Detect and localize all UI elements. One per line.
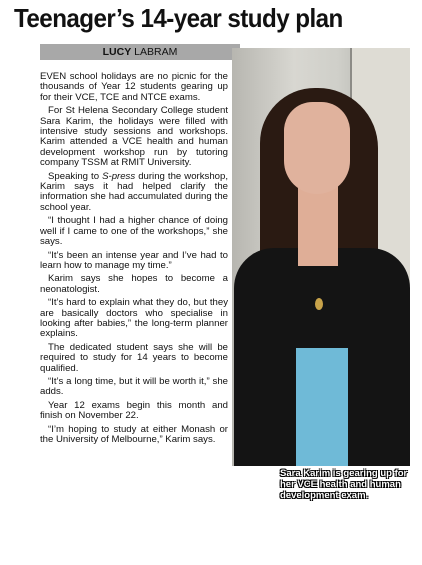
photo-pendant [315,298,323,310]
photo-neck [298,186,338,266]
photo-face [284,102,350,194]
portrait-photo [232,48,410,466]
article-paragraph: Karim says she hopes to become a neonatologist. [40,273,228,295]
byline [40,44,240,60]
article-paragraph: “It’s a long time, but it will be worth it,” she adds. [40,375,228,398]
article-paragraph: EVEN school holidays are no picnic for the thousands of Year 12 students gearing up for their VCE, TCE and NTCE exams. [40,71,228,103]
article-body [40,72,228,448]
article-paragraph: “It’s hard to explain what they do, but they are basically doctors who specialise in looking after babies,” the long-term planner explains. [40,297,228,340]
article-paragraph: Year 12 exams begin this month and finish on November 22. [40,399,228,422]
article-paragraph: “I thought I had a higher chance of doing well if I came to one of the workshops,” she says. [40,215,228,248]
photo-caption: Sara Karim is gearing up for her VCE health and human development exam. [280,468,408,501]
photo-blue-top [296,348,348,466]
article-paragraph: “It’s been an intense year and I’ve had to learn how to manage my time.” [40,249,228,271]
byline-last-name: LABRAM [134,46,178,58]
headline: Teenager’s 14-year study plan [14,3,343,33]
article-paragraph: Speaking to S-press during the workshop, Karim says it had helped clarify the information she had accumulated during the school year. [40,170,228,213]
article-paragraph: “I’m hoping to study at either Monash or the University of Melbourne,” Karim says. [40,423,228,445]
article-paragraph: For St Helena Secondary College student Sara Karim, the holidays were filled with intensive study sessions and workshops. Karim attended a VCE health and human development workshop run by tutoring company TSSM at RMIT University. [40,105,228,169]
byline-first-name: LUCY [102,46,132,58]
article-paragraph: The dedicated student says she will be required to study for 14 years to become qualified. [40,341,228,374]
publication-name: S-press [102,170,136,182]
